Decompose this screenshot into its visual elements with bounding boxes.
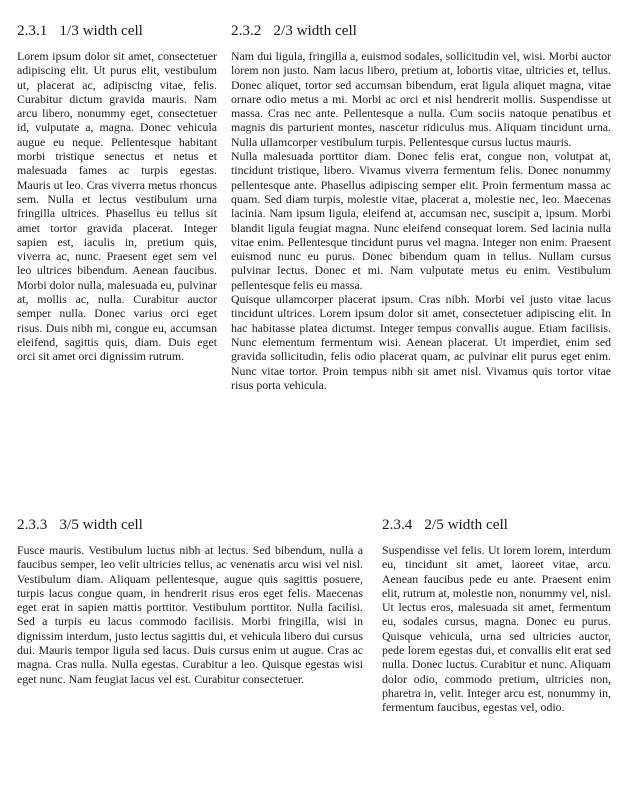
section-number: 2.3.2 [231, 22, 262, 39]
cell-two-fifths [382, 516, 611, 715]
section-title: 1/3 width cell [59, 22, 143, 39]
cell-heading [17, 22, 217, 40]
section-number: 2.3.4 [382, 516, 413, 533]
cell-body [17, 49, 217, 364]
paragraph: Nulla malesuada porttitor diam. Donec felis erat, congue non, volutpat at, tincidunt tristique, libero. Vivamus viverra fermentum felis. Donec nonummy pellentesque ante. Phasellus adipiscing semper elit. Proin fermentum massa ac quam. Sed diam turpis, molestie vitae, placerat a, molestie nec, leo. Maecenas lacinia. Nam ipsum ligula, eleifend at, accumsan nec, suscipit a, ipsum. Morbi blandit ligula feugiat magna. Nunc eleifend consequat lorem. Sed lacinia nulla vitae enim. Pellentesque tincidunt purus vel magna. Integer non enim. Praesent euismod nunc eu purus. Donec bibendum quam in tellus. Nullam cursus pulvinar lectus. Donec et mi. Nam vulputate metus eu enim. Vestibulum pellentesque felis eu massa. [231, 149, 611, 292]
section-title: 3/5 width cell [59, 516, 143, 533]
cell-body [231, 49, 611, 392]
cell-heading [17, 516, 363, 534]
cell-body [17, 543, 363, 686]
cell-two-thirds [231, 22, 611, 392]
cell-one-third [17, 22, 217, 364]
section-title: 2/5 width cell [424, 516, 508, 533]
cell-heading [382, 516, 611, 534]
paragraph: Nam dui ligula, fringilla a, euismod sodales, sollicitudin vel, wisi. Morbi auctor lorem non justo. Nam lacus libero, pretium at, lobortis vitae, ultricies et, tellus. Donec aliquet, tortor sed accumsan bibendum, erat ligula aliquet magna, vitae ornare odio metus a mi. Morbi ac orci et nisl hendrerit mollis. Suspendisse ut massa. Cras nec ante. Pellentesque a nulla. Cum sociis natoque penatibus et magnis dis parturient montes, nascetur ridiculus mus. Aliquam tincidunt urna. Nulla ullamcorper vestibulum turpis. Pellentesque cursus luctus mauris. [231, 49, 611, 149]
paragraph: Quisque ullamcorper placerat ipsum. Cras nibh. Morbi vel justo vitae lacus tincidunt ultrices. Lorem ipsum dolor sit amet, consectetuer adipiscing elit. In hac habitasse platea dictumst. Integer tempus convallis augue. Etiam facilisis. Nunc elementum fermentum wisi. Aenean placerat. Ut imperdiet, enim sed gravida sollicitudin, felis odio placerat quam, ac pulvinar elit purus eget enim. Nunc vitae tortor. Proin tempus nibh sit amet nisl. Vivamus quis tortor vitae risus porta vehicula. [231, 292, 611, 392]
section-number: 2.3.1 [17, 22, 48, 39]
paragraph: Suspendisse vel felis. Ut lorem lorem, interdum eu, tincidunt sit amet, laoreet vitae, arcu. Aenean faucibus pede eu ante. Praesent enim elit, rutrum at, molestie non, nonummy vel, nisl. Ut lectus eros, malesuada sit amet, fermentum eu, sodales cursus, magna. Donec eu purus. Quisque vehicula, urna sed ultricies auctor, pede lorem egestas dui, et convallis elit erat sed nulla. Donec luctus. Curabitur et nunc. Aliquam dolor odio, commodo pretium, ultricies non, pharetra in, velit. Integer arcu est, nonummy in, fermentum faucibus, egestas vel, odio. [382, 543, 611, 715]
paragraph: Lorem ipsum dolor sit amet, consectetuer adipiscing elit. Ut purus elit, vestibulum ut, placerat ac, adipiscing vitae, felis. Curabitur dictum gravida mauris. Nam arcu libero, nonummy eget, consectetuer id, vulputate a, magna. Donec vehicula augue eu neque. Pellentesque habitant morbi tristique senectus et netus et malesuada fames ac turpis egestas. Mauris ut leo. Cras viverra metus rhoncus sem. Nulla et lectus vestibulum urna fringilla ultrices. Phasellus eu tellus sit amet tortor gravida placerat. Integer sapien est, iaculis in, pretium quis, viverra ac, nunc. Praesent eget sem vel leo ultrices bibendum. Aenean faucibus. Morbi dolor nulla, malesuada eu, pulvinar at, mollis ac, nulla. Curabitur auctor semper nulla. Donec varius orci eget risus. Duis nibh mi, congue eu, accumsan eleifend, sagittis quis, diam. Duis eget orci sit amet orci dignissim rutrum. [17, 49, 217, 364]
cell-heading [231, 22, 611, 40]
cell-three-fifths [17, 516, 363, 686]
paragraph: Fusce mauris. Vestibulum luctus nibh at lectus. Sed bibendum, nulla a faucibus semper, leo velit ultricies tellus, ac venenatis arcu wisi vel nisl. Vestibulum diam. Aliquam pellentesque, augue quis sagittis posuere, turpis lacus congue quam, in hendrerit risus eros eget felis. Maecenas eget erat in sapien mattis porttitor. Vestibulum porttitor. Nulla facilisi. Sed a turpis eu lacus commodo facilisis. Morbi fringilla, wisi in dignissim interdum, justo lectus sagittis dui, et vehicula libero dui cursus dui. Mauris tempor ligula sed lacus. Duis cursus enim ut augue. Cras ac magna. Cras nulla. Nulla egestas. Curabitur a leo. Quisque egestas wisi eget nunc. Nam feugiat lacus vel est. Curabitur consectetuer. [17, 543, 363, 686]
cell-body [382, 543, 611, 715]
section-number: 2.3.3 [17, 516, 48, 533]
section-title: 2/3 width cell [273, 22, 357, 39]
